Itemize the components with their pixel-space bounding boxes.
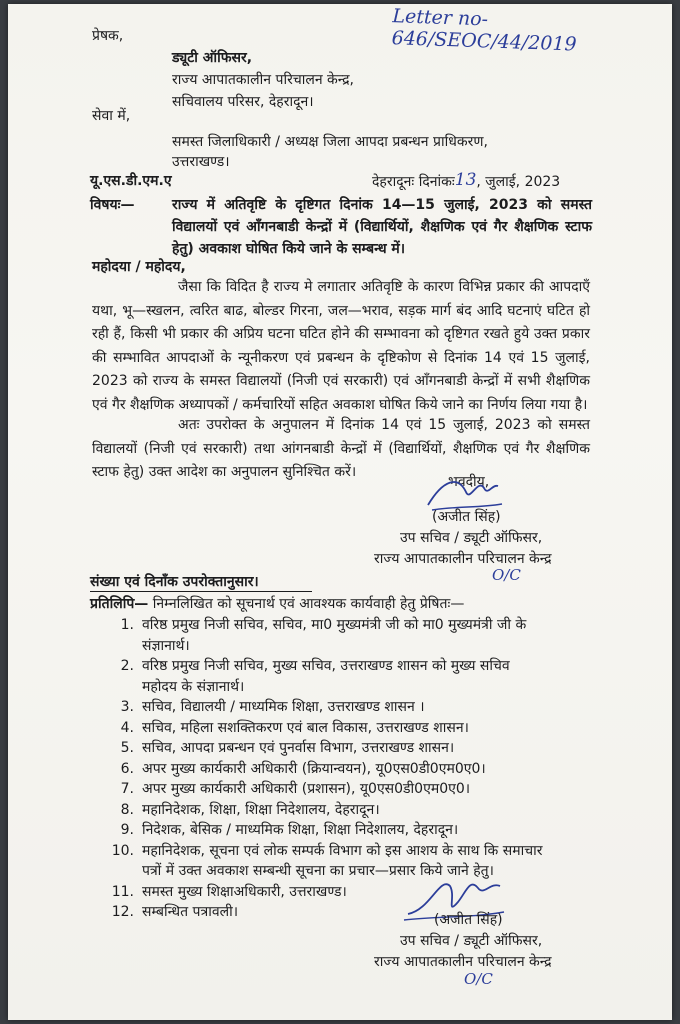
date-day-handwritten: 13 (454, 170, 477, 190)
copy-item-number: 9. (120, 822, 134, 838)
reference-underline (90, 591, 312, 592)
date-prefix: देहरादूनः दिनांकः (372, 174, 455, 190)
copy-list-item (104, 656, 622, 697)
copy-list-item (104, 697, 622, 718)
copy-item-number: 1. (120, 617, 134, 633)
copy-intro-text: निम्नलिखित को सूचनार्थ एवं आवश्यक कार्यवाही हेतु प्रेषितः— (152, 596, 465, 612)
handwritten-oc-1: O/C (492, 566, 521, 584)
copy-item-line: वरिष्ठ प्रमुख निजी सचिव, सचिव, मा0 मुख्यमंत्री जी को मा0 मुख्यमंत्री जी के (142, 617, 527, 633)
copy-item-line: महोदय के संज्ञानार्थ। (142, 678, 245, 695)
copy-item-number: 2. (120, 658, 134, 674)
copy-list-item (104, 718, 622, 739)
signature-1-name: (अजीत सिंह) (432, 509, 501, 525)
sender-line-2: राज्य आपातकालीन परिचालन केन्द्र, (172, 72, 355, 88)
recipient-line-1: समस्त जिलाधिकारी / अध्यक्ष जिला आपदा प्रबन्धन प्राधिकरण, (172, 134, 488, 150)
copy-item-line: समस्त मुख्य शिक्षाअधिकारी, उत्तराखण्ड। (142, 883, 347, 900)
body-paragraph-1: जैसा कि विदित है राज्य मे लगातार अतिवृष्टि के कारण विभिन्न प्रकार की आपदाएँ यथा, भू—स्खलन, त्वरित बाढ, बोल्डर गिरना, जल—भराव, सड़क मार्ग बंद आदि घटनाएं घटित हो रही हैं, किसी भी प्रकार की अप्रिय घटना घटित होने की सम्भावना को दृष्टिगत रखते हुये उक्त प्रकार की सम्भावित आपदाओं के न्यूनीकरण एवं प्रबन्धन के दृष्टिकोण से दिनांक 14 एवं 15 जुलाई, 2023 को राज्य के समस्त विद्यालयों (निजी एवं सरकारी) एवं आँगनबाडी केन्द्रों में सभी शैक्षणिक एवं गैर शैक्षणिक अध्यापकों / कर्मचारियों सहित अवकाश घोषित किये जाने का निर्णय लिया गया है। (92, 279, 590, 413)
copy-item-line: निदेशक, बेसिक / माध्यमिक शिक्षा, शिक्षा निदेशालय, देहरादून। (142, 822, 459, 838)
copy-list (104, 615, 622, 923)
subject-label: विषयः— (90, 197, 135, 213)
reference-line: संख्या एवं दिनाँक उपरोक्तानुसार। (90, 574, 259, 590)
recipient-label: सेवा में, (92, 108, 131, 124)
handwritten-letter-number: Letter no- 646/SEOC/44/2019 (391, 5, 577, 56)
copy-item-line: महानिदेशक, सूचना एवं लोक सम्पर्क विभाग को इस आशय के साथ कि समाचार (142, 842, 543, 859)
handwritten-oc-2: O/C (464, 970, 493, 988)
copy-item-line: सचिव, विद्यालयी / माध्यमिक शिक्षा, उत्तराखण्ड शासन । (142, 699, 425, 715)
copy-item-line: सचिव, महिला सशक्तिकरण एवं बाल विकास, उत्तराखण्ड शासन। (142, 719, 469, 736)
copy-intro (90, 594, 464, 614)
signature-1-designation: उप सचिव / ड्यूटी ऑफिसर, (400, 530, 543, 546)
recipient-line-2: उत्तराखण्ड। (172, 154, 230, 170)
subject-text: राज्य में अतिवृष्टि के दृष्टिगत दिनांक 14—15 जुलाई, 2023 को समस्त विद्यालयों एवं आँगनबाडी केन्द्रों में (विद्यार्थियों, शैक्षणिक एवं गैर शैक्षणिक स्टाफ हेतु) अवकाश घोषित किये जाने के सम्बन्ध में। (172, 197, 592, 257)
body-paragraph-2: अतः उपरोक्त के अनुपालन में दिनांक 14 एवं 15 जुलाई, 2023 को समस्त विद्यालयों (निजी एवं सरकारी) तथा आंगनबाडी केन्द्रों में (विद्यार्थियों, शैक्षणिक एवं गैर शैक्षणिक स्टाफ हेतु) उक्त आदेश का अनुपालन सुनिश्चित करें। (92, 417, 590, 480)
copy-item-number: 3. (120, 699, 134, 715)
date-suffix: , जुलाई, 2023 (476, 174, 561, 190)
signature-2-name: (अजीत सिंह) (434, 912, 503, 928)
copy-item-line: संज्ञानार्थ। (142, 637, 190, 654)
copy-item-number: 4. (120, 719, 134, 736)
salutation: महोदया / महोदय, (92, 259, 186, 275)
sender-line-1: ड्यूटी ऑफिसर, (172, 50, 253, 66)
copy-list-item (104, 615, 622, 656)
sender-line-3: सचिवालय परिसर, देहरादून। (172, 94, 314, 110)
copy-item-line: अपर मुख्य कार्यकारी अधिकारी (प्रशासन), यू0एस0डी0एम0ए0। (142, 781, 471, 797)
copy-item-line: सचिव, आपदा प्रबन्धन एवं पुनर्वास विभाग, उत्तराखण्ड शासन। (142, 740, 455, 756)
office-code: यू.एस.डी.एम.ए (90, 173, 172, 189)
copy-item-line: पत्रों में उक्त अवकाश सम्बन्धी सूचना का प्रचार—प्रसार किये जाने हेतु। (142, 863, 494, 879)
copy-item-line: अपर मुख्य कार्यकारी अधिकारी (क्रियान्वयन), यू0एस0डी0एम0ए0। (142, 760, 486, 777)
copy-list-item (104, 902, 622, 923)
signature-2-designation: उप सचिव / ड्यूटी ऑफिसर, (400, 933, 543, 949)
copy-item-number: 7. (120, 781, 134, 797)
copy-item-line: वरिष्ठ प्रमुख निजी सचिव, मुख्य सचिव, उत्तराखण्ड शासन को मुख्य सचिव (142, 658, 510, 674)
copy-list-item (104, 779, 622, 800)
copy-list-item (104, 882, 622, 903)
signature-2-office: राज्य आपातकालीन परिचालन केन्द्र (374, 954, 552, 970)
copy-list-item (104, 820, 622, 841)
copy-item-line: सम्बन्धित पत्रावली। (142, 904, 239, 920)
copy-item-number: 11. (111, 883, 134, 900)
copy-item-line: महानिदेशक, शिक्षा, शिक्षा निदेशालय, देहरादून। (142, 801, 380, 818)
copy-item-number: 8. (120, 801, 134, 818)
copy-item-number: 10. (111, 842, 134, 859)
copy-list-item (104, 800, 622, 821)
signature-1-office: राज्य आपातकालीन परिचालन केन्द्र (374, 551, 552, 567)
copy-item-number: 5. (120, 740, 134, 756)
copy-list-item (104, 759, 622, 780)
letter-page (8, 4, 672, 1020)
copy-item-number: 6. (120, 760, 134, 777)
closing: भवदीय, (448, 474, 490, 490)
copy-label: प्रतिलिपि— (90, 596, 149, 612)
copy-item-number: 12. (111, 904, 134, 920)
sender-label: प्रेषक, (92, 28, 124, 44)
copy-list-item (104, 738, 622, 759)
letter-date (372, 171, 560, 192)
copy-list-item (104, 841, 622, 882)
